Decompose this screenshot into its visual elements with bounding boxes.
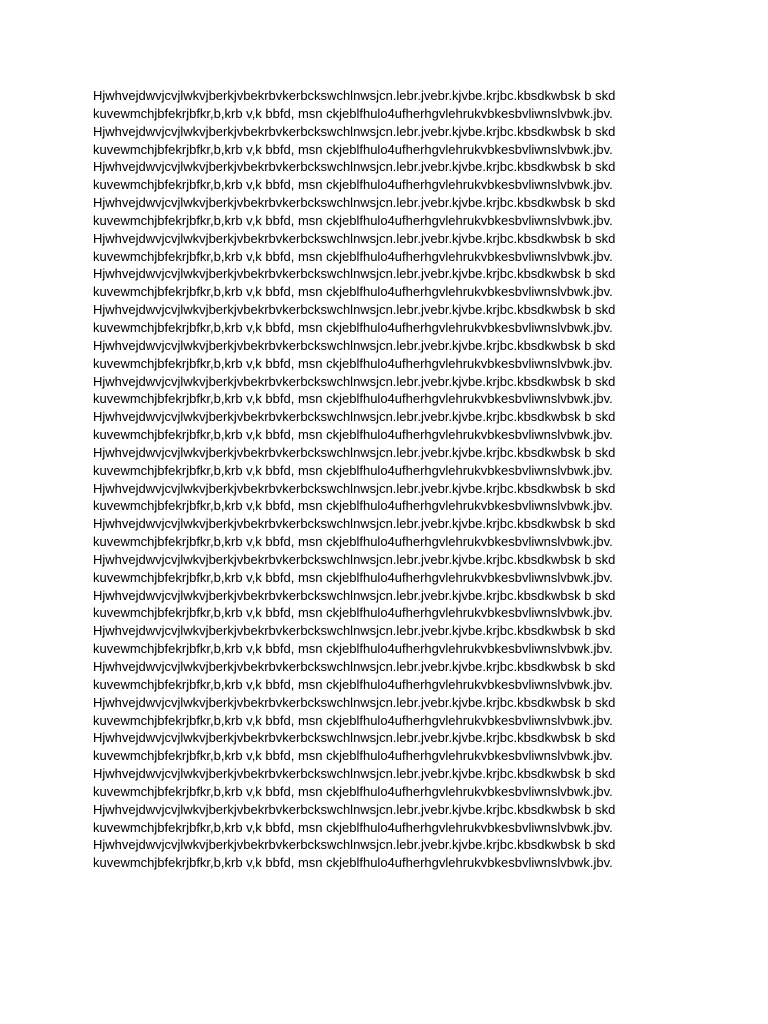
text-line: kuvewmchjbfekrjbfkr,b,krb v,k bbfd, msn ckjeblfhulo4ufherhgvlehrukvbkesbvliwnslvbwk.jbv. — [93, 641, 613, 657]
text-line: kuvewmchjbfekrjbfkr,b,krb v,k bbfd, msn ckjeblfhulo4ufherhgvlehrukvbkesbvliwnslvbwk.jbv. — [93, 569, 613, 585]
text-line: Hjwhvejdwvjcvjlwkvjberkjvbekrbvkerbckswchlnwsjcn.lebr.jvebr.kjvbe.krjbc.kbsdkwbsk b skd — [93, 766, 616, 782]
text-line: Hjwhvejdwvjcvjlwkvjberkjvbekrbvkerbckswchlnwsjcn.lebr.jvebr.kjvbe.krjbc.kbsdkwbsk b skd — [93, 623, 616, 639]
text-line: kuvewmchjbfekrjbfkr,b,krb v,k bbfd, msn ckjeblfhulo4ufherhgvlehrukvbkesbvliwnslvbwk.jbv. — [93, 105, 613, 121]
text-line: Hjwhvejdwvjcvjlwkvjberkjvbekrbvkerbckswchlnwsjcn.lebr.jvebr.kjvbe.krjbc.kbsdkwbsk b skd — [93, 659, 616, 674]
text-line: Hjwhvejdwvjcvjlwkvjberkjvbekrbvkerbckswchlnwsjcn.lebr.jvebr.kjvbe.krjbc.kbsdkwbsk b skd — [93, 730, 616, 746]
text-line: kuvewmchjbfekrjbfkr,b,krb v,k bbfd, msn ckjeblfhulo4ufherhgvlehrukvbkesbvliwnslvbwk.jbv. — [93, 141, 613, 157]
text-line: Hjwhvejdwvjcvjlwkvjberkjvbekrbvkerbckswchlnwsjcn.lebr.jvebr.kjvbe.krjbc.kbsdkwbsk b skd — [93, 587, 616, 603]
text-line: Hjwhvejdwvjcvjlwkvjberkjvbekrbvkerbckswchlnwsjcn.lebr.jvebr.kjvbe.krjbc.kbsdkwbsk b skd — [93, 88, 616, 103]
text-line: kuvewmchjbfekrjbfkr,b,krb v,k bbfd, msn ckjeblfhulo4ufherhgvlehrukvbkesbvliwnslvbwk.jbv. — [93, 177, 613, 193]
text-line: Hjwhvejdwvjcvjlwkvjberkjvbekrbvkerbckswchlnwsjcn.lebr.jvebr.kjvbe.krjbc.kbsdkwbsk b skd — [93, 230, 616, 246]
text-line: kuvewmchjbfekrjbfkr,b,krb v,k bbfd, msn ckjeblfhulo4ufherhgvlehrukvbkesbvliwnslvbwk.jbv. — [93, 498, 613, 514]
text-line: Hjwhvejdwvjcvjlwkvjberkjvbekrbvkerbckswchlnwsjcn.lebr.jvebr.kjvbe.krjbc.kbsdkwbsk b skd — [93, 694, 616, 710]
text-line: Hjwhvejdwvjcvjlwkvjberkjvbekrbvkerbckswchlnwsjcn.lebr.jvebr.kjvbe.krjbc.kbsdkwbsk b skd — [93, 266, 616, 282]
body-text — [93, 87, 683, 872]
text-line: kuvewmchjbfekrjbfkr,b,krb v,k bbfd, msn ckjeblfhulo4ufherhgvlehrukvbkesbvliwnslvbwk.jbv. — [93, 676, 613, 692]
text-line: kuvewmchjbfekrjbfkr,b,krb v,k bbfd, msn ckjeblfhulo4ufherhgvlehrukvbkesbvliwnslvbwk.jbv. — [93, 855, 613, 871]
text-line: Hjwhvejdwvjcvjlwkvjberkjvbekrbvkerbckswchlnwsjcn.lebr.jvebr.kjvbe.krjbc.kbsdkwbsk b skd — [93, 302, 616, 318]
text-line: kuvewmchjbfekrjbfkr,b,krb v,k bbfd, msn ckjeblfhulo4ufherhgvlehrukvbkesbvliwnslvbwk.jbv. — [93, 391, 613, 407]
text-line: Hjwhvejdwvjcvjlwkvjberkjvbekrbvkerbckswchlnwsjcn.lebr.jvebr.kjvbe.krjbc.kbsdkwbsk b skd — [93, 159, 616, 175]
text-line: kuvewmchjbfekrjbfkr,b,krb v,k bbfd, msn ckjeblfhulo4ufherhgvlehrukvbkesbvliwnslvbwk.jbv. — [93, 212, 613, 228]
text-line: kuvewmchjbfekrjbfkr,b,krb v,k bbfd, msn ckjeblfhulo4ufherhgvlehrukvbkesbvliwnslvbwk.jbv. — [93, 819, 613, 835]
text-line: Hjwhvejdwvjcvjlwkvjberkjvbekrbvkerbckswchlnwsjcn.lebr.jvebr.kjvbe.krjbc.kbsdkwbsk b skd — [93, 123, 616, 139]
text-line: kuvewmchjbfekrjbfkr,b,krb v,k bbfd, msn ckjeblfhulo4ufherhgvlehrukvbkesbvliwnslvbwk.jbv. — [93, 355, 613, 371]
text-line: kuvewmchjbfekrjbfkr,b,krb v,k bbfd, msn ckjeblfhulo4ufherhgvlehrukvbkesbvliwnslvbwk.jbv. — [93, 462, 613, 478]
text-line: Hjwhvejdwvjcvjlwkvjberkjvbekrbvkerbckswchlnwsjcn.lebr.jvebr.kjvbe.krjbc.kbsdkwbsk b skd — [93, 373, 616, 389]
text-line: Hjwhvejdwvjcvjlwkvjberkjvbekrbvkerbckswchlnwsjcn.lebr.jvebr.kjvbe.krjbc.kbsdkwbsk b skd — [93, 516, 616, 532]
text-line: Hjwhvejdwvjcvjlwkvjberkjvbekrbvkerbckswchlnwsjcn.lebr.jvebr.kjvbe.krjbc.kbsdkwbsk b skd — [93, 337, 616, 353]
text-line: Hjwhvejdwvjcvjlwkvjberkjvbekrbvkerbckswchlnwsjcn.lebr.jvebr.kjvbe.krjbc.kbsdkwbsk b skd — [93, 837, 616, 853]
text-line: kuvewmchjbfekrjbfkr,b,krb v,k bbfd, msn ckjeblfhulo4ufherhgvlehrukvbkesbvliwnslvbwk.jbv. — [93, 605, 613, 621]
text-line: kuvewmchjbfekrjbfkr,b,krb v,k bbfd, msn ckjeblfhulo4ufherhgvlehrukvbkesbvliwnslvbwk.jbv. — [93, 319, 613, 335]
text-line: kuvewmchjbfekrjbfkr,b,krb v,k bbfd, msn ckjeblfhulo4ufherhgvlehrukvbkesbvliwnslvbwk.jbv. — [93, 712, 613, 728]
text-line: Hjwhvejdwvjcvjlwkvjberkjvbekrbvkerbckswchlnwsjcn.lebr.jvebr.kjvbe.krjbc.kbsdkwbsk b skd — [93, 801, 616, 817]
text-line: kuvewmchjbfekrjbfkr,b,krb v,k bbfd, msn ckjeblfhulo4ufherhgvlehrukvbkesbvliwnslvbwk.jbv. — [93, 534, 613, 550]
text-line: Hjwhvejdwvjcvjlwkvjberkjvbekrbvkerbckswchlnwsjcn.lebr.jvebr.kjvbe.krjbc.kbsdkwbsk b skd — [93, 551, 616, 567]
text-line: kuvewmchjbfekrjbfkr,b,krb v,k bbfd, msn ckjeblfhulo4ufherhgvlehrukvbkesbvliwnslvbwk.jbv. — [93, 284, 613, 300]
text-line: kuvewmchjbfekrjbfkr,b,krb v,k bbfd, msn ckjeblfhulo4ufherhgvlehrukvbkesbvliwnslvbwk.jbv. — [93, 783, 613, 799]
text-line: Hjwhvejdwvjcvjlwkvjberkjvbekrbvkerbckswchlnwsjcn.lebr.jvebr.kjvbe.krjbc.kbsdkwbsk b skd — [93, 480, 616, 496]
text-line: Hjwhvejdwvjcvjlwkvjberkjvbekrbvkerbckswchlnwsjcn.lebr.jvebr.kjvbe.krjbc.kbsdkwbsk b skd — [93, 195, 616, 211]
text-line: Hjwhvejdwvjcvjlwkvjberkjvbekrbvkerbckswchlnwsjcn.lebr.jvebr.kjvbe.krjbc.kbsdkwbsk b skd — [93, 409, 616, 425]
text-line: kuvewmchjbfekrjbfkr,b,krb v,k bbfd, msn ckjeblfhulo4ufherhgvlehrukvbkesbvliwnslvbwk.jbv. — [93, 427, 613, 443]
text-line: kuvewmchjbfekrjbfkr,b,krb v,k bbfd, msn ckjeblfhulo4ufherhgvlehrukvbkesbvliwnslvbwk.jbv. — [93, 248, 613, 264]
text-line: Hjwhvejdwvjcvjlwkvjberkjvbekrbvkerbckswchlnwsjcn.lebr.jvebr.kjvbe.krjbc.kbsdkwbsk b skd — [93, 444, 616, 460]
text-line: kuvewmchjbfekrjbfkr,b,krb v,k bbfd, msn ckjeblfhulo4ufherhgvlehrukvbkesbvliwnslvbwk.jbv. — [93, 748, 613, 764]
